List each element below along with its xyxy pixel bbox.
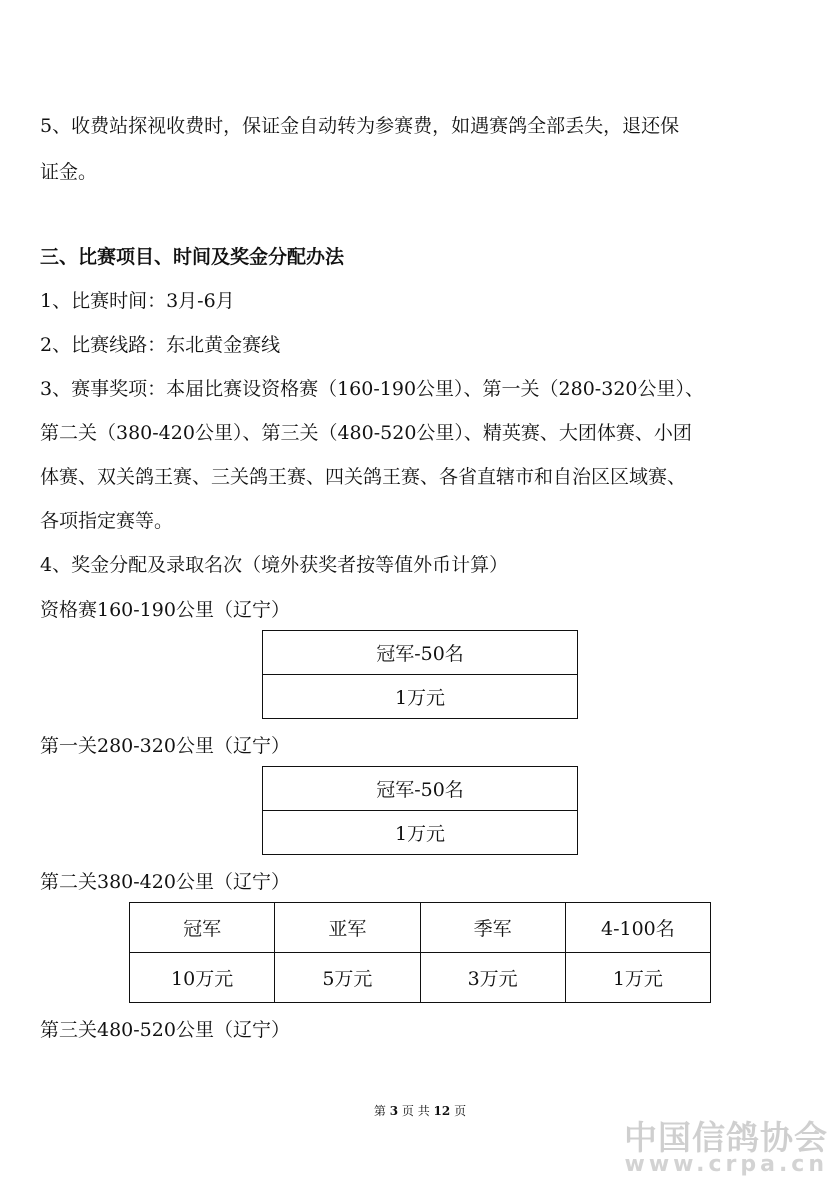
footer-prefix: 第 xyxy=(373,1104,390,1118)
qualifier-prize-table xyxy=(262,630,578,719)
stage2-header-runner-up: 亚军 xyxy=(275,903,420,953)
stage2-prize-runner-up: 5万元 xyxy=(275,953,420,1003)
stage2-header-champion: 冠军 xyxy=(130,903,275,953)
stage3-title: 第三关480-520公里（辽宁） xyxy=(40,1019,290,1041)
item-awards-line3: 体赛、双关鸽王赛、三关鸽王赛、四关鸽王赛、各省直辖市和自治区区域赛、 xyxy=(40,466,687,488)
paragraph-item5-line1: 5、收费站探视收费时，保证金自动转为参赛费，如遇赛鸽全部丢失，退还保 xyxy=(40,115,680,137)
stage1-header-cell: 冠军-50名 xyxy=(263,767,578,811)
stage2-prize-champion: 10万元 xyxy=(130,953,275,1003)
qualifier-header-cell: 冠军-50名 xyxy=(263,631,578,675)
qualifier-title: 资格赛160-190公里（辽宁） xyxy=(40,599,290,621)
stage1-prize-table xyxy=(262,766,578,855)
stage2-prize-third: 3万元 xyxy=(420,953,565,1003)
section-heading-3: 三、比赛项目、时间及奖金分配办法 xyxy=(40,246,345,268)
stage2-title: 第二关380-420公里（辽宁） xyxy=(40,871,290,893)
stage2-prize-table xyxy=(129,902,711,1003)
item-awards-line1: 3、赛事奖项：本届比赛设资格赛（160-190公里）、第一关（280-320公里）、 xyxy=(40,378,704,400)
stage2-header-4-100: 4-100名 xyxy=(565,903,710,953)
footer-total-pages: 12 xyxy=(433,1104,451,1118)
stage1-prize-cell: 1万元 xyxy=(263,811,578,855)
item-prize-allocation: 4、奖金分配及录取名次（境外获奖者按等值外币计算） xyxy=(40,554,509,576)
item-awards-line2: 第二关（380-420公里）、第三关（480-520公里）、精英赛、大团体赛、小团 xyxy=(40,422,692,444)
watermark-name: 中国信鸽协会 xyxy=(624,1118,828,1157)
stage2-header-third: 季军 xyxy=(420,903,565,953)
paragraph-item5-line2: 证金。 xyxy=(40,161,98,183)
item-race-route: 2、比赛线路：东北黄金赛线 xyxy=(40,334,281,356)
item-awards-line4: 各项指定赛等。 xyxy=(40,510,174,532)
qualifier-prize-cell: 1万元 xyxy=(263,675,578,719)
item-race-time: 1、比赛时间：3月-6月 xyxy=(40,290,235,312)
stage1-title: 第一关280-320公里（辽宁） xyxy=(40,735,290,757)
stage2-prize-4-100: 1万元 xyxy=(565,953,710,1003)
watermark-url: www.crpa.cn xyxy=(624,1152,828,1177)
footer-page-number: 3 xyxy=(389,1104,399,1118)
footer-suffix: 页 xyxy=(450,1104,467,1118)
footer-middle: 页 共 xyxy=(398,1104,434,1118)
